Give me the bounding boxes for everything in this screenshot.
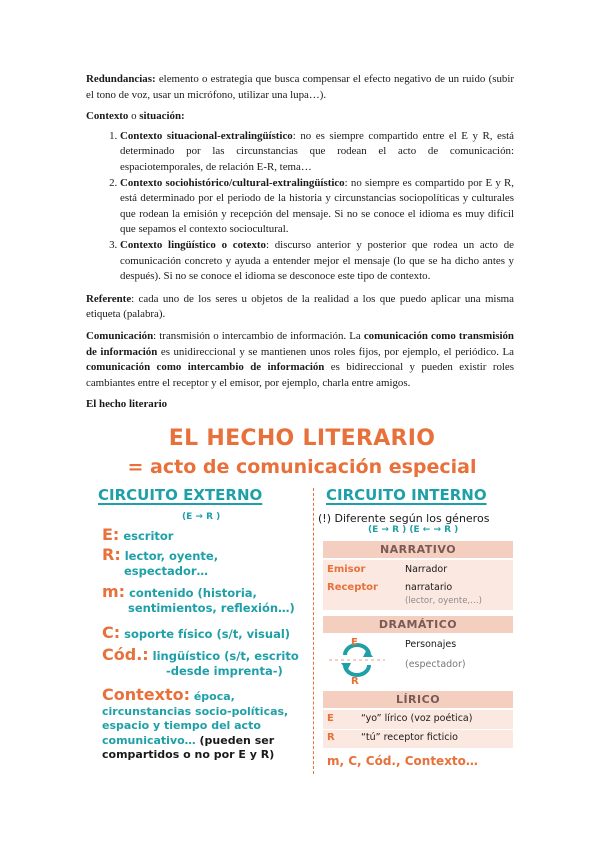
externo-mensaje: m: contenido (historia, sentimientos, reflexión…) bbox=[102, 582, 295, 615]
interno-bottom-line: m, C, Cód., Contexto… bbox=[327, 754, 478, 768]
narrativo-box: Emisor Narrador Receptor narratario (lector, oyente,…) bbox=[323, 560, 513, 610]
externo-flow: (E → R ) bbox=[182, 512, 221, 522]
dramatico-r-label: R bbox=[351, 676, 359, 685]
narrativo-band: NARRATIVO bbox=[323, 541, 513, 558]
infographic-subtitle: = acto de comunicación especial bbox=[127, 456, 477, 478]
lirico-band: LÍRICO bbox=[323, 691, 513, 708]
list-item: 2. Contexto sociohistórico/cultural-extralingüístico: no siempre es compartido por E y R, está determinado por el periodo de la historia y circunstancias sociopolíticas y culturales que rodean la emisión y recepción del mensaje. Si no se conoce el idioma es muy difícil que sepamos el contexto sociocultural. bbox=[120, 176, 514, 238]
externo-contexto: Contexto: época, circunstancias socio-políticas, espacio y tiempo del acto comunicativo… (pueden ser compartidos o no por E y R) bbox=[102, 685, 289, 761]
externo-receptor: R: lector, oyente, espectador… bbox=[102, 545, 219, 578]
circuito-interno-heading: CIRCUITO INTERNO bbox=[326, 486, 487, 504]
column-divider bbox=[313, 488, 314, 774]
dramatico-e-label: E bbox=[351, 637, 358, 648]
externo-emisor: E: escritor bbox=[102, 525, 174, 544]
referente-paragraph: Referente: cada uno de los seres u objetos de la realidad a los que puedo aplicar una misma etiqueta (palabra). bbox=[86, 292, 514, 321]
lirico-box: E “yo” lírico (voz poética) R “tú” receptor ficticio bbox=[323, 710, 513, 748]
list-item: 1. Contexto situacional-extralingüístico: no es siempre compartido entre el E y R, está determinado por las circunstancias que rodean el acto de comunicación: espaciotemporales, de relación E-R, tema… bbox=[120, 129, 514, 176]
interno-flow: (E → R ) (E ← → R ) bbox=[368, 525, 459, 535]
contexto-heading: Contexto o situación: bbox=[86, 110, 185, 123]
interno-note: (!) Diferente según los géneros bbox=[318, 512, 490, 525]
document-body bbox=[86, 72, 514, 419]
infographic-title: EL HECHO LITERARIO bbox=[168, 426, 436, 451]
externo-canal: C: soporte físico (s/t, visual) bbox=[102, 623, 291, 642]
hecho-literario-heading: El hecho literario bbox=[86, 398, 168, 411]
redundancias-paragraph: Redundancias: elemento o estrategia que busca compensar el efecto negativo de un ruido (subir el tono de voz, usar un micrófono, utilizar una lupa…). bbox=[86, 73, 514, 101]
dramatico-band: DRAMÁTICO bbox=[323, 616, 513, 633]
circuito-externo-heading: CIRCUITO EXTERNO bbox=[98, 486, 263, 504]
cycle-arrows-icon bbox=[327, 635, 387, 685]
hecho-literario-infographic bbox=[86, 426, 518, 776]
externo-codigo: Cód.: lingüístico (s/t, escrito -desde imprenta-) bbox=[102, 645, 299, 678]
contexto-list bbox=[86, 129, 514, 285]
list-item: 3. Contexto lingüístico o cotexto: discurso anterior y posterior que rodea un acto de comunicación concreto y ayuda a entender mejor el mensaje (lo que se ha dicho antes y después). Si no se conoce el idioma se desconoce este tipo de contexto. bbox=[120, 238, 514, 285]
comunicacion-paragraph: Comunicación: transmisión o intercambio de información. La comunicación como transmisión de información es unidireccional y se mantienen unos roles fijos, por ejemplo, el periódico. La comunicación como intercambio de información es bidireccional y pueden existir roles cambiantes entre el receptor y el emisor, por ejemplo, charla entre amigos. bbox=[86, 329, 515, 389]
dramatico-box: E R Personajes (espectador) bbox=[323, 635, 513, 685]
